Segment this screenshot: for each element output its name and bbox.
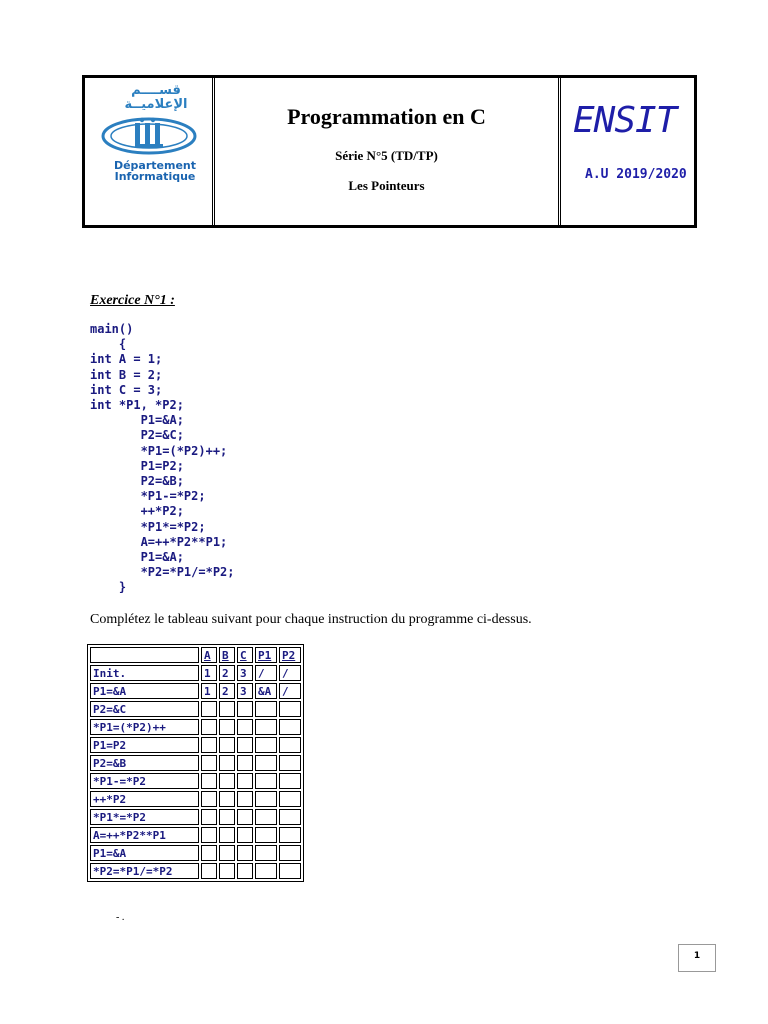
table-cell[interactable] [201,701,217,717]
table-cell[interactable]: &A [255,683,277,699]
table-cell[interactable] [201,809,217,825]
table-cell[interactable] [237,701,253,717]
row-label: *P2=*P1/=*P2 [90,863,199,879]
table-row [90,719,301,735]
table-cell[interactable] [237,809,253,825]
code-line: main() [90,322,134,336]
code-line: ++*P2; [90,504,184,519]
table-cell[interactable] [279,773,301,789]
table-cell[interactable] [255,863,277,879]
page-number: 1 [678,944,716,972]
code-line: P1=P2; [90,458,184,473]
code-line: *P1=(*P2)++; [90,443,228,458]
column-header: B [219,647,235,663]
code-line: A=++*P2**P1; [90,534,228,549]
row-label: Init. [90,665,199,681]
column-header: P2 [279,647,301,663]
table-header-row [90,647,301,663]
table-cell[interactable]: 1 [201,683,217,699]
table-cell[interactable] [237,755,253,771]
school-name: ENSIT [573,100,677,141]
table-cell[interactable] [219,827,235,843]
table-cell[interactable] [255,773,277,789]
row-label: *P1*=*P2 [90,809,199,825]
row-label: P1=&A [90,683,199,699]
table-cell[interactable] [237,827,253,843]
table-row [90,845,301,861]
instruction-text: Complétez le tableau suivant pour chaque instruction du programme ci-dessus. [90,612,532,627]
table-row [90,773,301,789]
arabic-department-text [111,84,201,112]
table-cell[interactable] [279,701,301,717]
table-cell[interactable] [219,791,235,807]
table-cell[interactable]: / [255,665,277,681]
table-cell[interactable]: 3 [237,683,253,699]
table-cell[interactable] [255,701,277,717]
code-line: { [90,337,127,352]
table-cell[interactable] [279,791,301,807]
table-cell[interactable] [237,845,253,861]
code-line: P1=&A; [90,413,184,428]
table-cell[interactable]: 3 [237,665,253,681]
code-line: *P1-=*P2; [90,489,206,504]
table-cell[interactable]: / [279,683,301,699]
code-line: *P1*=*P2; [90,519,206,534]
table-row [90,665,301,681]
table-cell[interactable] [201,827,217,843]
column-header: P1 [255,647,277,663]
code-line: P2=&C; [90,428,184,443]
header-table [82,75,697,228]
school-cell [561,78,694,225]
table-cell[interactable] [219,755,235,771]
table-cell[interactable] [255,737,277,753]
table-cell[interactable] [255,755,277,771]
code-line: P1=&A; [90,550,184,565]
table-cell[interactable] [255,809,277,825]
table-cell[interactable]: 2 [219,683,235,699]
row-label: A=++*P2**P1 [90,827,199,843]
table-cell[interactable] [279,827,301,843]
table-cell[interactable] [201,845,217,861]
table-cell[interactable] [201,863,217,879]
column-header: A [201,647,217,663]
code-line: *P2=*P1/=*P2; [90,565,235,580]
table-cell[interactable] [219,737,235,753]
table-row [90,755,301,771]
table-cell[interactable] [201,737,217,753]
department-logo-icon [97,116,207,160]
table-cell[interactable] [279,809,301,825]
table-row [90,827,301,843]
code-line: } [90,580,127,595]
table-cell[interactable] [255,827,277,843]
code-line: int B = 2; [90,367,163,382]
table-cell[interactable] [219,719,235,735]
code-line: int C = 3; [90,382,163,397]
title-cell [215,78,561,225]
table-cell[interactable] [255,845,277,861]
table-cell[interactable]: 1 [201,665,217,681]
row-label: P2=&B [90,755,199,771]
table-cell[interactable] [201,773,217,789]
table-cell[interactable] [219,845,235,861]
table-cell[interactable] [279,863,301,879]
topic-label: Les Pointeurs [348,178,425,193]
table-cell[interactable] [279,719,301,735]
table-cell[interactable] [237,737,253,753]
table-cell[interactable] [255,719,277,735]
table-cell[interactable] [237,719,253,735]
table-row [90,863,301,879]
table-cell[interactable] [279,845,301,861]
column-header [90,647,199,663]
row-label: *P1=(*P2)++ [90,719,199,735]
row-label: ++*P2 [90,791,199,807]
table-cell[interactable] [201,755,217,771]
code-line: int *P1, *P2; [90,398,184,413]
table-cell[interactable] [279,755,301,771]
table-row [90,683,301,699]
table-cell[interactable] [237,863,253,879]
series-label: Série N°5 (TD/TP) [335,148,438,163]
table-row [90,791,301,807]
arabic-line-2: الإعلاميــة [124,97,188,112]
arabic-line-1: قســــم [131,83,181,98]
table-cell[interactable] [219,809,235,825]
row-label: P1=&A [90,845,199,861]
row-label: *P1-=*P2 [90,773,199,789]
table-cell[interactable] [219,701,235,717]
table-cell[interactable]: 2 [219,665,235,681]
column-header: C [237,647,253,663]
row-label: P2=&C [90,701,199,717]
department-line-1: Département [113,159,197,172]
department-label [99,160,211,182]
table-cell[interactable] [201,791,217,807]
academic-year: A.U 2019/2020 [585,167,687,182]
code-line: int A = 1; [90,352,163,367]
code-block [90,322,235,596]
code-line: P2=&B; [90,474,184,489]
table-cell[interactable] [279,737,301,753]
table-cell[interactable]: / [279,665,301,681]
table-cell[interactable] [219,863,235,879]
table-cell[interactable] [255,791,277,807]
table-cell[interactable] [219,773,235,789]
table-row [90,701,301,717]
table-cell[interactable] [201,719,217,735]
footer-mark: - . [116,912,125,923]
document-title: Programmation en C [287,104,486,129]
table-cell[interactable] [237,773,253,789]
table-cell[interactable] [237,791,253,807]
table-row [90,809,301,825]
logo-cell [85,78,215,225]
answer-table [87,644,304,882]
table-row [90,737,301,753]
row-label: P1=P2 [90,737,199,753]
department-line-2: Informatique [114,170,196,183]
exercise-title: Exercice N°1 : [90,293,175,308]
